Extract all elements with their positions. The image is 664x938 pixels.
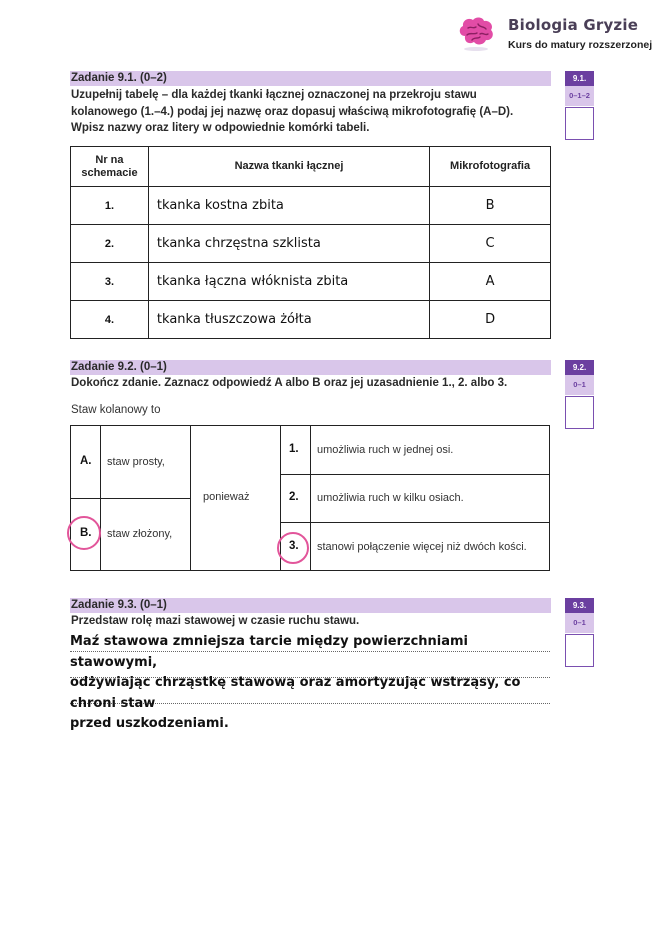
row-number: 2. — [71, 225, 149, 263]
reason-3-label[interactable]: 3. — [289, 540, 299, 552]
reason-2-label[interactable]: 2. — [289, 491, 299, 503]
table-divider — [71, 498, 191, 499]
table-row — [71, 187, 551, 225]
row-number: 3. — [71, 263, 149, 301]
reason-1-label[interactable]: 1. — [289, 443, 299, 455]
table-header-row — [71, 147, 551, 187]
column-header-nr-line: schemacie — [81, 166, 138, 179]
score-range-9-2: 0–1 — [565, 375, 594, 395]
tissue-name-cell[interactable]: tkanka kostna zbita — [148, 187, 429, 225]
task-9-1-title: Zadanie 9.1. (0–2) — [71, 72, 167, 84]
option-b-label[interactable]: B. — [80, 527, 92, 539]
choice-table — [70, 425, 550, 571]
task-9-2-instruction: Dokończ zdanie. Zaznacz odpowiedź A albo B oraz jej uzasadnienie 1., 2. albo 3. — [71, 377, 508, 389]
row-number: 1. — [71, 187, 149, 225]
instruction-line: kolanowego (1.–4.) podaj jej nazwę oraz dopasuj właściwą mikrofotografię (A–D). — [71, 105, 514, 118]
row-number: 4. — [71, 301, 149, 339]
selected-option-circle — [67, 516, 101, 550]
score-label-9-1: 9.1. — [565, 71, 594, 86]
instruction-line: Wpisz nazwy oraz litery w odpowiednie komórki tabeli. — [71, 122, 370, 134]
reason-1-text: umożliwia ruch w jednej osi. — [317, 444, 454, 456]
answer-line-text: przed uszkodzeniami. — [70, 716, 229, 731]
answer-text[interactable] — [70, 632, 550, 735]
option-a-label[interactable]: A. — [80, 455, 92, 467]
tissue-name-cell[interactable]: tkanka tłuszczowa żółta — [148, 301, 429, 339]
tissue-table — [70, 146, 551, 339]
task-9-2-title: Zadanie 9.2. (0–1) — [71, 361, 167, 373]
table-divider — [280, 522, 550, 523]
micrograph-cell[interactable]: A — [430, 263, 551, 301]
score-label-9-2: 9.2. — [565, 360, 594, 375]
table-row — [71, 225, 551, 263]
score-box-9-3 — [565, 634, 594, 667]
brain-logo-icon — [456, 16, 496, 52]
score-range-9-3: 0–1 — [565, 613, 594, 633]
instruction-line: Uzupełnij tabelę – dla każdej tkanki łącznej oznaczonej na przekroju stawu — [71, 89, 477, 101]
column-header-nr — [71, 147, 149, 187]
column-header-mikro: Mikrofotografia — [430, 147, 551, 187]
reason-2-text: umożliwia ruch w kilku osiach. — [317, 492, 464, 504]
brand-title: Biologia Gryzie — [508, 16, 639, 34]
question-stem: Staw kolanowy to — [71, 404, 161, 416]
micrograph-cell[interactable]: B — [430, 187, 551, 225]
column-header-nr-line: Nr na — [95, 153, 124, 166]
connector-text: ponieważ — [203, 491, 250, 503]
answer-line-text: Maź stawowa zmniejsza tarcie między powierzchniami stawowymi, — [70, 634, 469, 670]
column-header-name: Nazwa tkanki łącznej — [148, 147, 429, 187]
tissue-name-cell[interactable]: tkanka chrzęstna szklista — [148, 225, 429, 263]
table-row — [71, 301, 551, 339]
micrograph-cell[interactable]: C — [430, 225, 551, 263]
option-a-text: staw prosty, — [107, 456, 165, 468]
score-label-9-3: 9.3. — [565, 598, 594, 613]
task-9-1-instruction — [71, 87, 513, 137]
table-row — [71, 263, 551, 301]
task-9-3-instruction: Przedstaw rolę mazi stawowej w czasie ruchu stawu. — [71, 615, 360, 627]
brand-subtitle: Kurs do matury rozszerzonej — [508, 39, 653, 51]
micrograph-cell[interactable]: D — [430, 301, 551, 339]
score-range-9-1: 0–1–2 — [565, 86, 594, 106]
table-divider — [310, 426, 311, 570]
score-box-9-2 — [565, 396, 594, 429]
table-divider — [280, 474, 550, 475]
tissue-name-cell[interactable]: tkanka łączna włóknista zbita — [148, 263, 429, 301]
option-b-text: staw złożony, — [107, 528, 173, 540]
task-9-3-title: Zadanie 9.3. (0–1) — [71, 599, 167, 611]
score-box-9-1 — [565, 107, 594, 140]
answer-line-text: odżywiając chrząstkę stawową oraz amortyzując wstrząsy, co chroni staw — [70, 675, 521, 711]
reason-3-text: stanowi połączenie więcej niż dwóch kości. — [317, 541, 527, 553]
selected-reason-circle — [277, 532, 309, 564]
